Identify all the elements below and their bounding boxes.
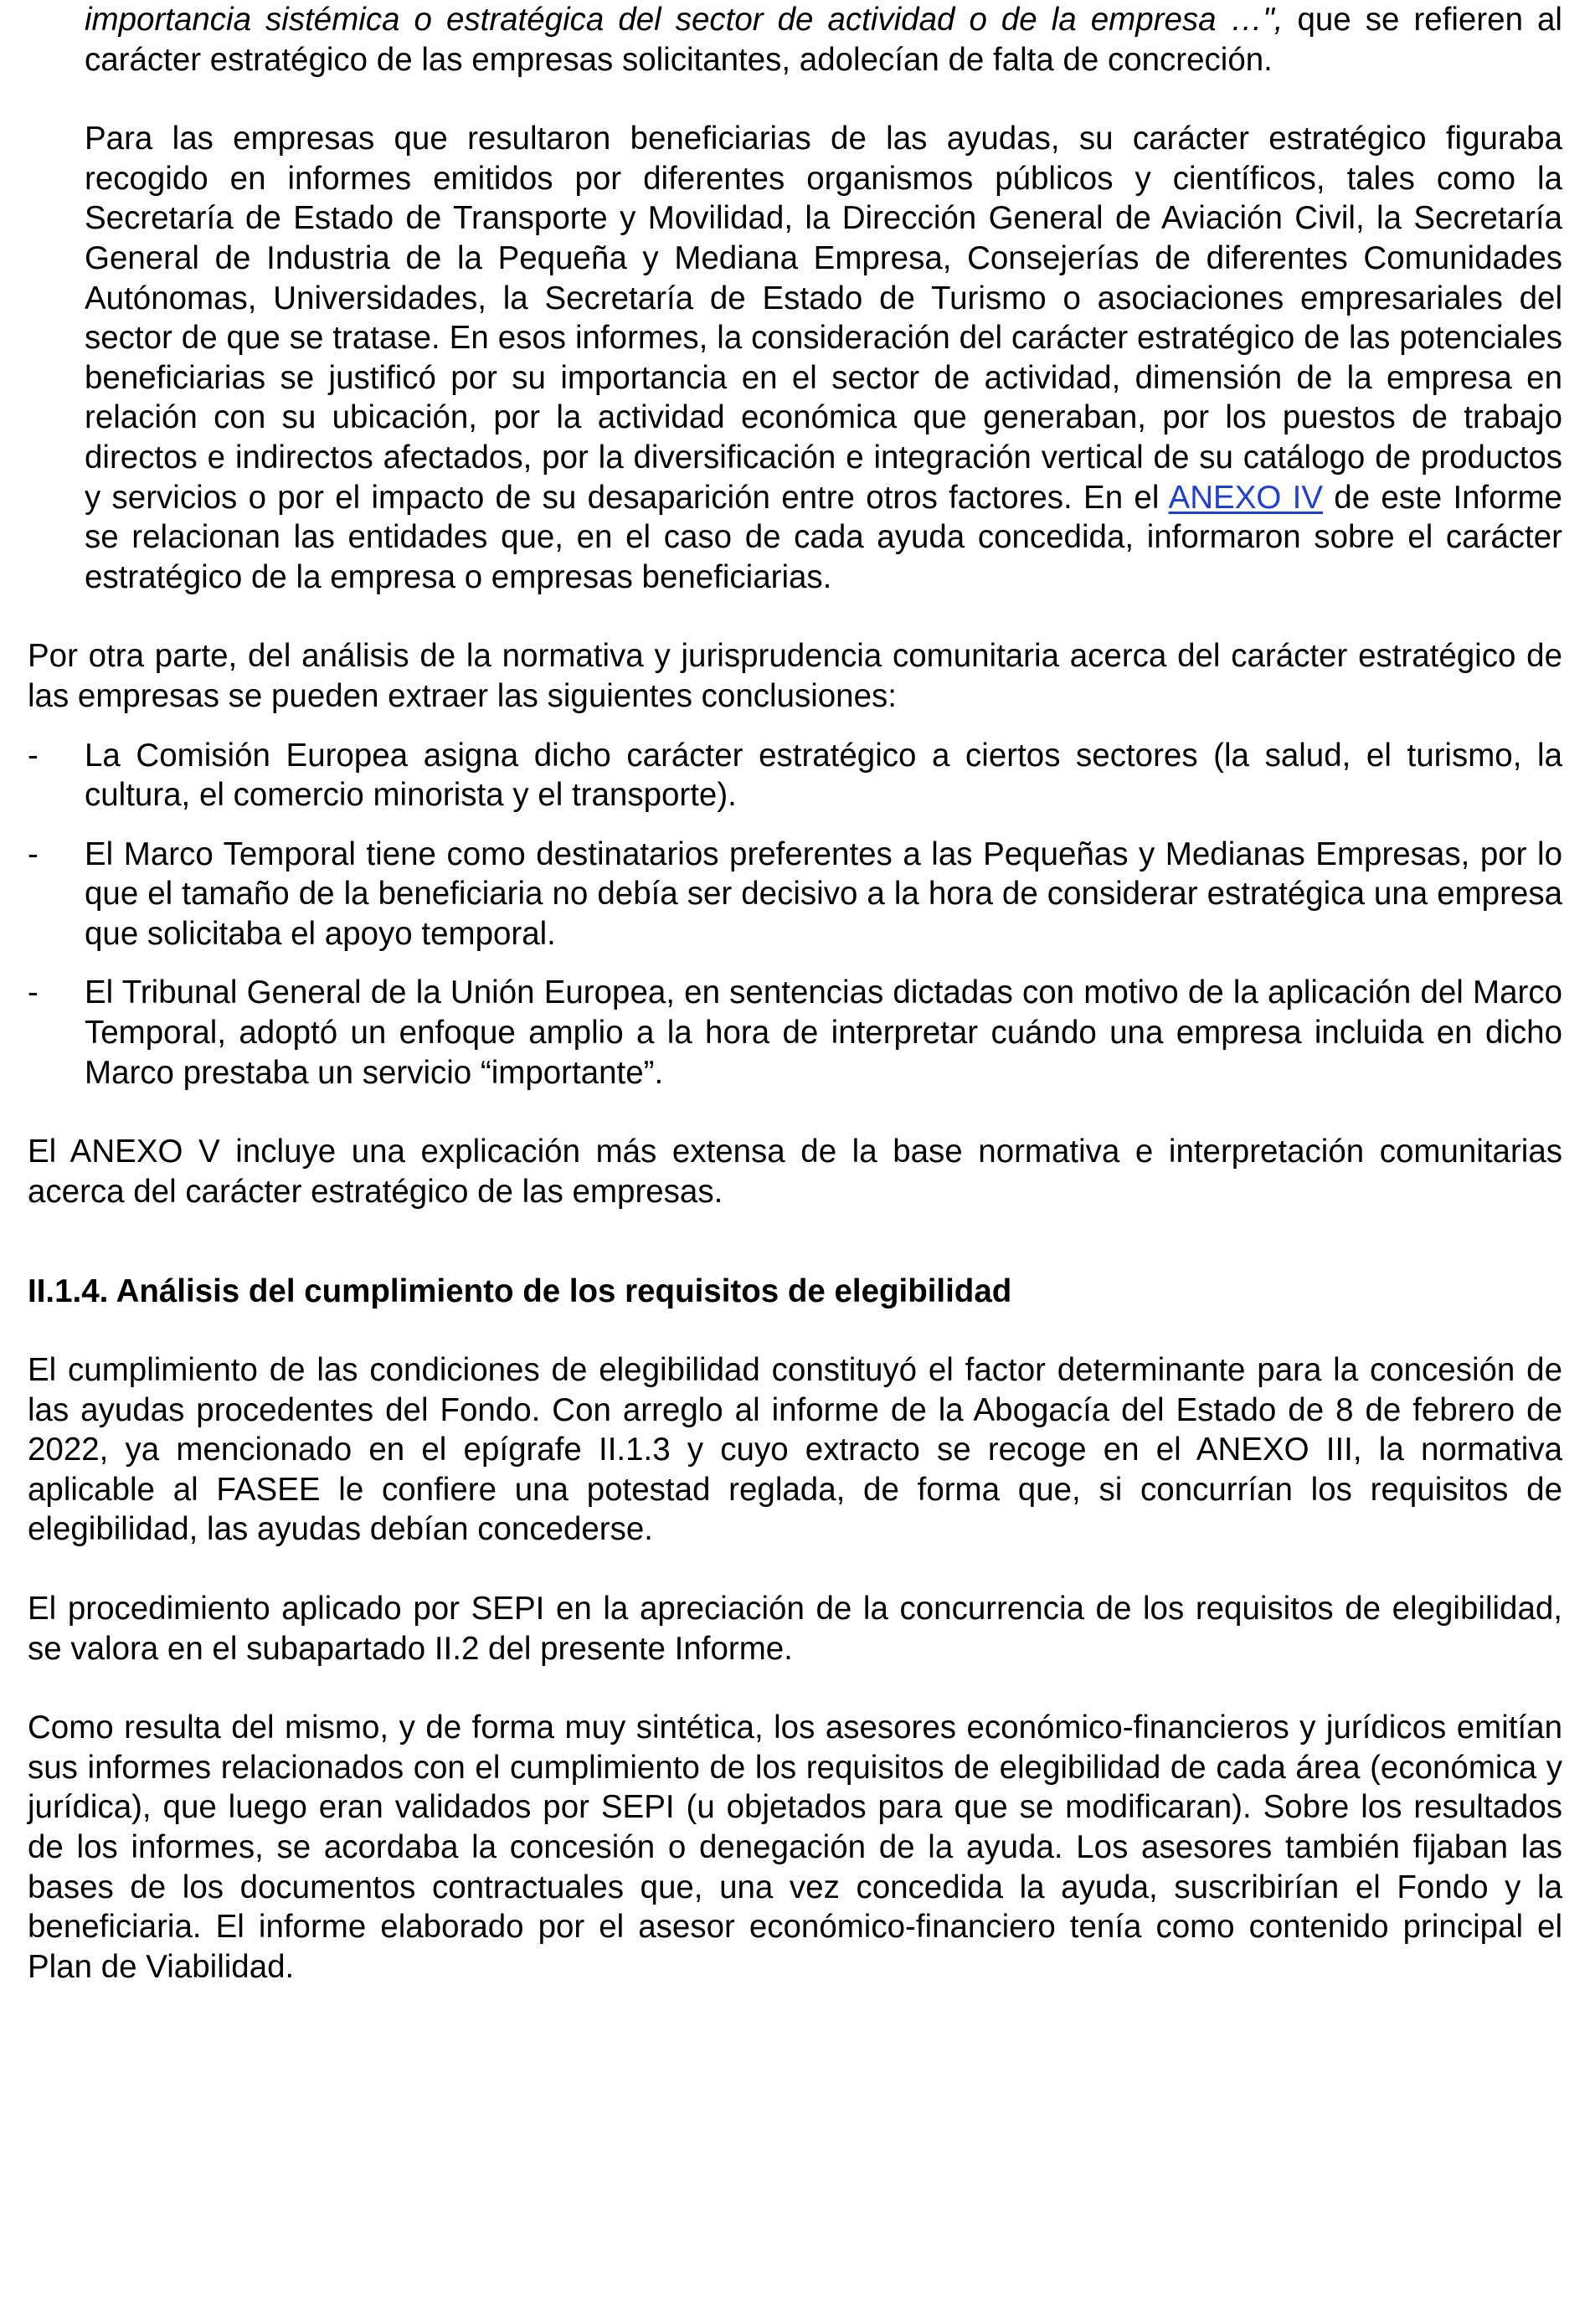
bullet-text: El Tribunal General de la Unión Europea, en sentencias dictadas con motivo de la aplicación del Marco Temporal, adoptó un enfoque amplio a la hora de interpretar cuándo una empresa incluida en dicho Marco prestaba un servicio “importante”. — [85, 974, 1562, 1091]
intro-continuation: que se refieren al carácter estratégico de las empresas solicitantes, adolecían de falta de concreción. — [85, 2, 1562, 78]
spacer — [28, 1332, 1562, 1350]
spacer — [28, 815, 1562, 835]
section-heading: II.1.4. Análisis del cumplimiento de los requisitos de elegibilidad — [28, 1273, 1012, 1310]
bullet-text: La Comisión Europea asigna dicho carácter estratégico a ciertos sectores (la salud, el turismo, la cultura, el comercio minorista y el transporte). — [85, 737, 1562, 814]
document-page — [28, 0, 1562, 1987]
advisors-paragraph: Como resulta del mismo, y de forma muy sintética, los asesores económico-financieros y jurídicos emitían sus informes relacionados con el cumplimiento de los requisitos de elegibilidad de cada área (económica y jurídica), que luego eran validados por SEPI (u objetados para que se modificaran). Sobre los resultados de los informes, se acordaba la concesión o denegación de la ayuda. Los asesores también fijaban las bases de los documentos contractuales que, una vez concedida la ayuda, suscribirían el Fondo y la beneficiaria. El informe elaborado por el asesor económico-financiero tenía como contenido principal el Plan de Viabilidad. — [28, 1710, 1562, 1985]
annex-v-paragraph: El ANEXO V incluye una explicación más extensa de la base normativa e interpretación comunitarias acerca del carácter estratégico de las empresas. — [28, 1134, 1562, 1210]
eligibility-paragraph: El cumplimiento de las condiciones de elegibilidad constituyó el factor determinante para la concesión de las ayudas procedentes del Fondo. Con arreglo al informe de la Abogacía del Estado de 8 de febrero de 2022, ya mencionado en el epígrafe II.1.3 y cuyo extracto se recoge en el ANEXO III, la normativa aplicable al FASEE le confiere una potestad reglada, de forma que, si concurrían los requisitos de elegibilidad, las ayudas debían concederse. — [28, 1352, 1562, 1548]
spacer — [28, 1211, 1562, 1252]
procedure-paragraph: El procedimiento aplicado por SEPI en la apreciación de la concurrencia de los requisitos de elegibilidad, se valora en el subapartado II.2 del presente Informe. — [28, 1591, 1562, 1667]
bullet-marker: - — [28, 737, 39, 774]
spacer — [28, 597, 1562, 636]
bullet-text: El Marco Temporal tiene como destinatarios preferentes a las Pequeñas y Medianas Empresas, por lo que el tamaño de la beneficiaria no debía ser decisivo a la hora de considerar estratégica una empresa que solicitaba el apoyo temporal. — [85, 836, 1562, 952]
annex-iv-link[interactable]: ANEXO IV — [1168, 479, 1323, 516]
spacer — [28, 80, 1562, 119]
spacer — [28, 1093, 1562, 1132]
bullet-marker: - — [28, 974, 39, 1011]
spacer — [28, 717, 1562, 736]
list-item — [28, 736, 1562, 815]
spacer — [28, 954, 1562, 973]
strategic-paragraph — [85, 119, 1562, 597]
strategic-text-before-link: Para las empresas que resultaron beneficiarias de las ayudas, su carácter estratégico figuraba recogido en informes emitidos por diferentes organismos públicos y científicos, tales como la Secretaría de Estado de Transporte y Movilidad, la Dirección General de Aviación Civil, la Secretaría General de Industria de la Pequeña y Mediana Empresa, Consejerías de diferentes Comunidades Autónomas, Universidades, la Secretaría de Estado de Turismo o asociaciones empresariales del sector de que se tratase. En esos informes, la consideración del carácter estratégico de las potenciales beneficiarias se justificó por su importancia en el sector de actividad, dimensión de la empresa en relación con su ubicación, por la actividad económica que generaban, por los puestos de trabajo directos e indirectos afectados, por la diversificación e integración vertical de su catálogo de productos y servicios o por el impacto de su desaparición entre otros factores. En el — [85, 121, 1562, 516]
strategic-text-after-link: de este Informe se relacionan las entidades que, en el caso de cada ayuda concedida, informaron sobre el carácter estratégico de la empresa o empresas beneficiarias. — [85, 479, 1562, 595]
list-item — [28, 973, 1562, 1093]
intro-paragraph — [85, 0, 1562, 80]
analysis-intro-paragraph: Por otra parte, del análisis de la normativa y jurisprudencia comunitaria acerca del carácter estratégico de las empresas se pueden extraer las siguientes conclusiones: — [28, 638, 1562, 714]
list-item — [28, 835, 1562, 954]
spacer — [28, 1252, 1562, 1272]
spacer — [28, 1312, 1562, 1332]
spacer — [28, 1668, 1562, 1708]
intro-italic-quote: importancia sistémica o estratégica del sector de actividad o de la empresa …", — [85, 2, 1284, 38]
bullet-marker: - — [28, 836, 39, 872]
spacer — [28, 1550, 1562, 1589]
